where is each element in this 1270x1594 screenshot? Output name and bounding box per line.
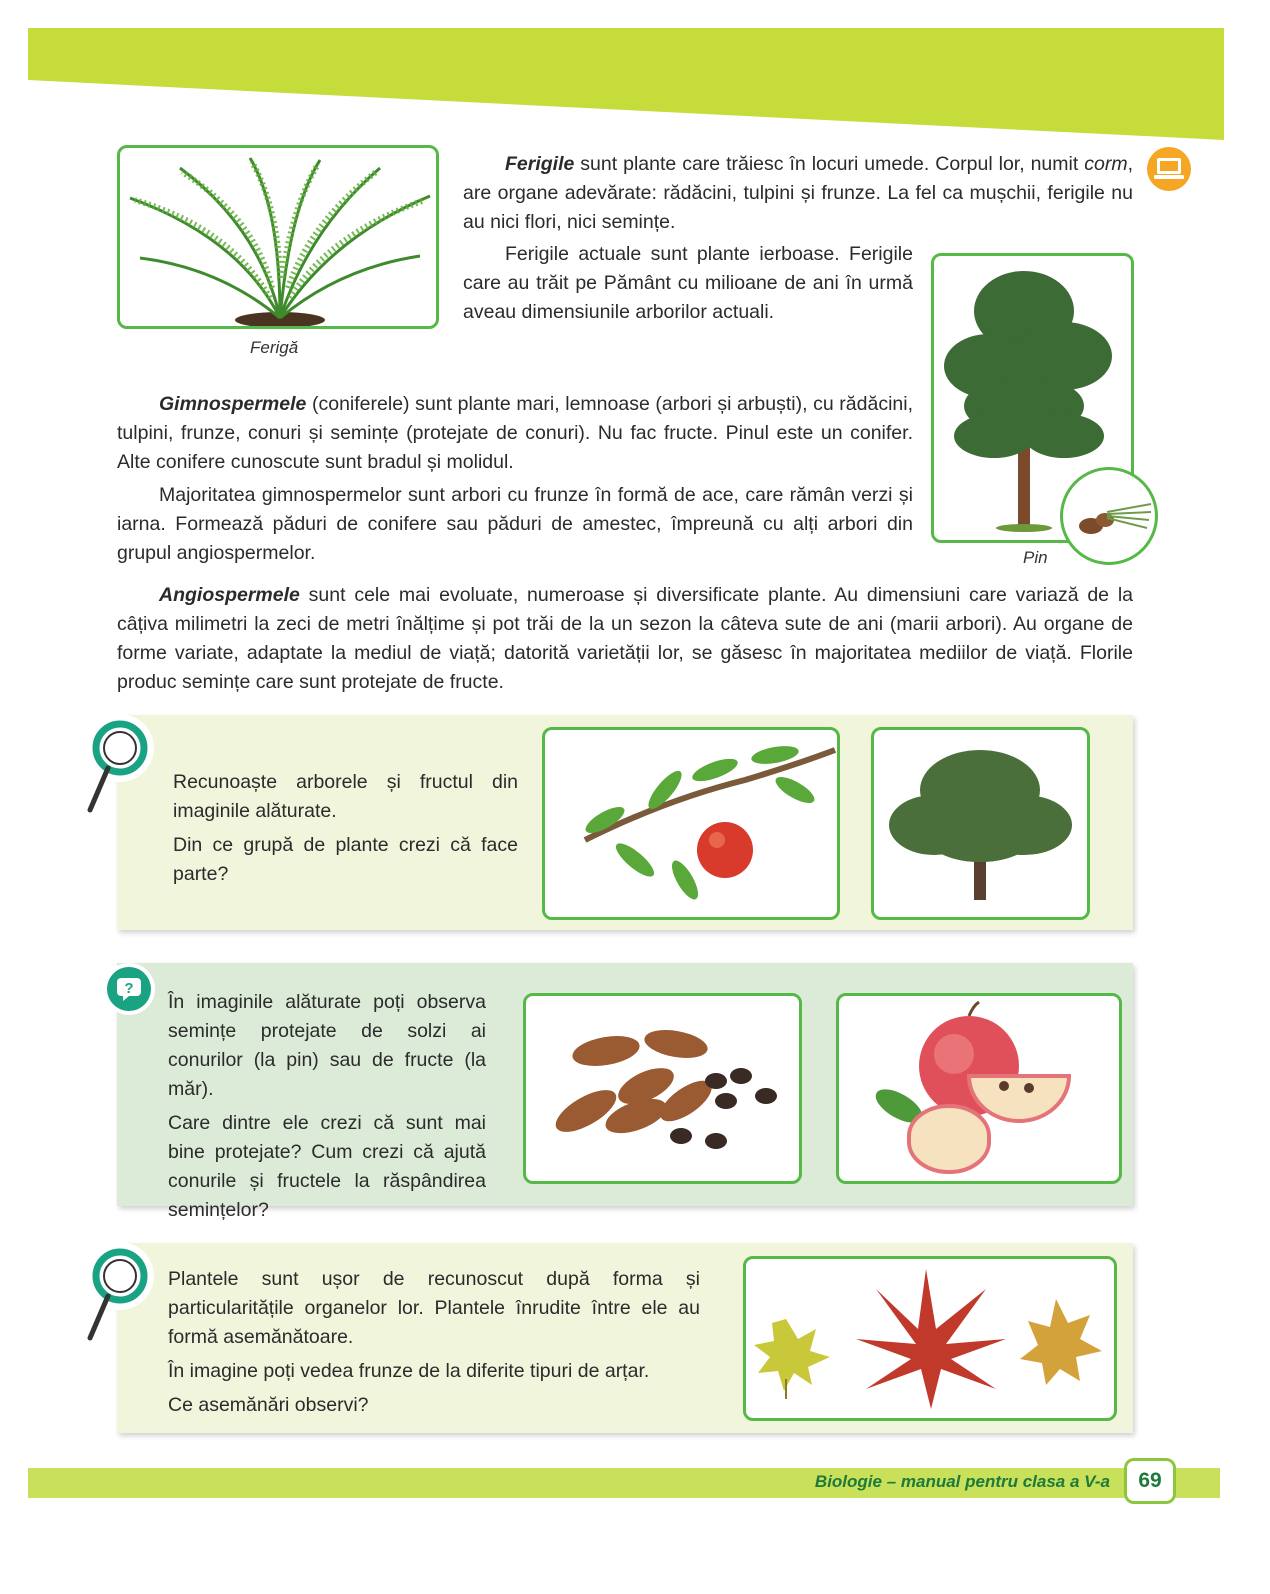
- top-banner: [28, 28, 1224, 140]
- box1-question-1: Recunoaște arborele și fructul din imaginile alăturate.: [173, 771, 518, 822]
- question-icon: [101, 962, 157, 1016]
- pine-caption: Pin: [1023, 548, 1048, 567]
- box3-text: [168, 1265, 700, 1425]
- magnifier-icon: [84, 1240, 156, 1344]
- gymnosperm-paragraph-1: Gimnospermele (coniferele) sunt plante mari, lemnoase (arbori și arbuști), cu rădăcini, tulpini, frunze, conuri și semințe (protejate de conuri). Nu fac fructe. Pinul este un conifer. Alte conifere cunoscute sunt bradul și molidul.: [117, 393, 913, 473]
- fern-caption: Ferigă: [250, 338, 299, 357]
- fern-paragraph-2: Ferigile actuale sunt plante ierboase. Ferigile care au trăit pe Pământ cu milioane de ani în urmă aveau dimensiunile arborilor actuali.: [463, 243, 913, 323]
- box3-question: Ce asemănări observi?: [168, 1394, 369, 1416]
- pine-seeds-image: [523, 993, 802, 1184]
- page-number: 69: [1124, 1458, 1176, 1504]
- box3-statement: Plantele sunt ușor de recunoscut după forma și particularitățile organelor lor. Plantele înrudite între ele au formă asemănătoare.: [168, 1268, 700, 1348]
- fern-image: [117, 145, 439, 329]
- computer-icon[interactable]: [1144, 146, 1194, 192]
- svg-text:?: ?: [124, 980, 134, 997]
- apple-branch-image: [542, 727, 840, 920]
- apples-image: [836, 993, 1122, 1184]
- angiosperm-term: Angiospermele: [159, 584, 300, 606]
- box3-instruction: În imagine poți vedea frunze de la diferite tipuri de arțar.: [168, 1360, 650, 1382]
- apple-tree-image: [871, 727, 1090, 920]
- gymnosperm-paragraph-2: Majoritatea gimnospermelor sunt arbori cu frunze în formă de ace, care rămân verzi și iarna. Formează păduri de conifere sau păduri de amestec, împreună cu alți arbori din grupul angiospermelor.: [117, 484, 913, 564]
- box1-text: [173, 768, 518, 894]
- magnifier-icon: [84, 712, 156, 816]
- box2-question-2: Care dintre ele crezi că sunt mai bine protejate? Cum crezi că ajută conurile și fructele la răspândirea semințelor?: [168, 1112, 486, 1221]
- book-title: Biologie – manual pentru clasa a V-a: [814, 1472, 1110, 1491]
- box2-question-1: În imaginile alăturate poți observa semințe protejate de solzi ai conurilor (la pin) sau de fructe (la măr).: [168, 991, 486, 1100]
- pine-cone-inset: [1060, 467, 1158, 565]
- gymnosperm-term: Gimnospermele: [159, 393, 307, 415]
- box1-question-2: Din ce grupă de plante crezi că face parte?: [173, 834, 518, 885]
- fern-paragraph-1: Ferigile sunt plante care trăiesc în locuri umede. Corpul lor, numit corm, are organe adevărate: rădăcini, tulpini și frunze. La fel ca mușchii, ferigile nu au nici flori, nici semințe.: [463, 153, 1133, 233]
- corm-term: corm: [1084, 153, 1128, 175]
- maple-leaves-image: [743, 1256, 1117, 1421]
- angiosperm-paragraph: Angiospermele sunt cele mai evoluate, numeroase și diversificate plante. Au dimensiuni care variază de la câțiva milimetri la zeci de metri înălțime și pot trăi de la un sezon la câteva sute de ani (marii arbori). Au organe de forme variate, adaptate la mediul de viață; datorită varietății lor, se găsesc în majoritatea mediilor de viață. Florile produc semințe care sunt protejate de fructe.: [117, 584, 1133, 693]
- box2-text: [168, 988, 486, 1230]
- fern-term: Ferigile: [505, 153, 575, 175]
